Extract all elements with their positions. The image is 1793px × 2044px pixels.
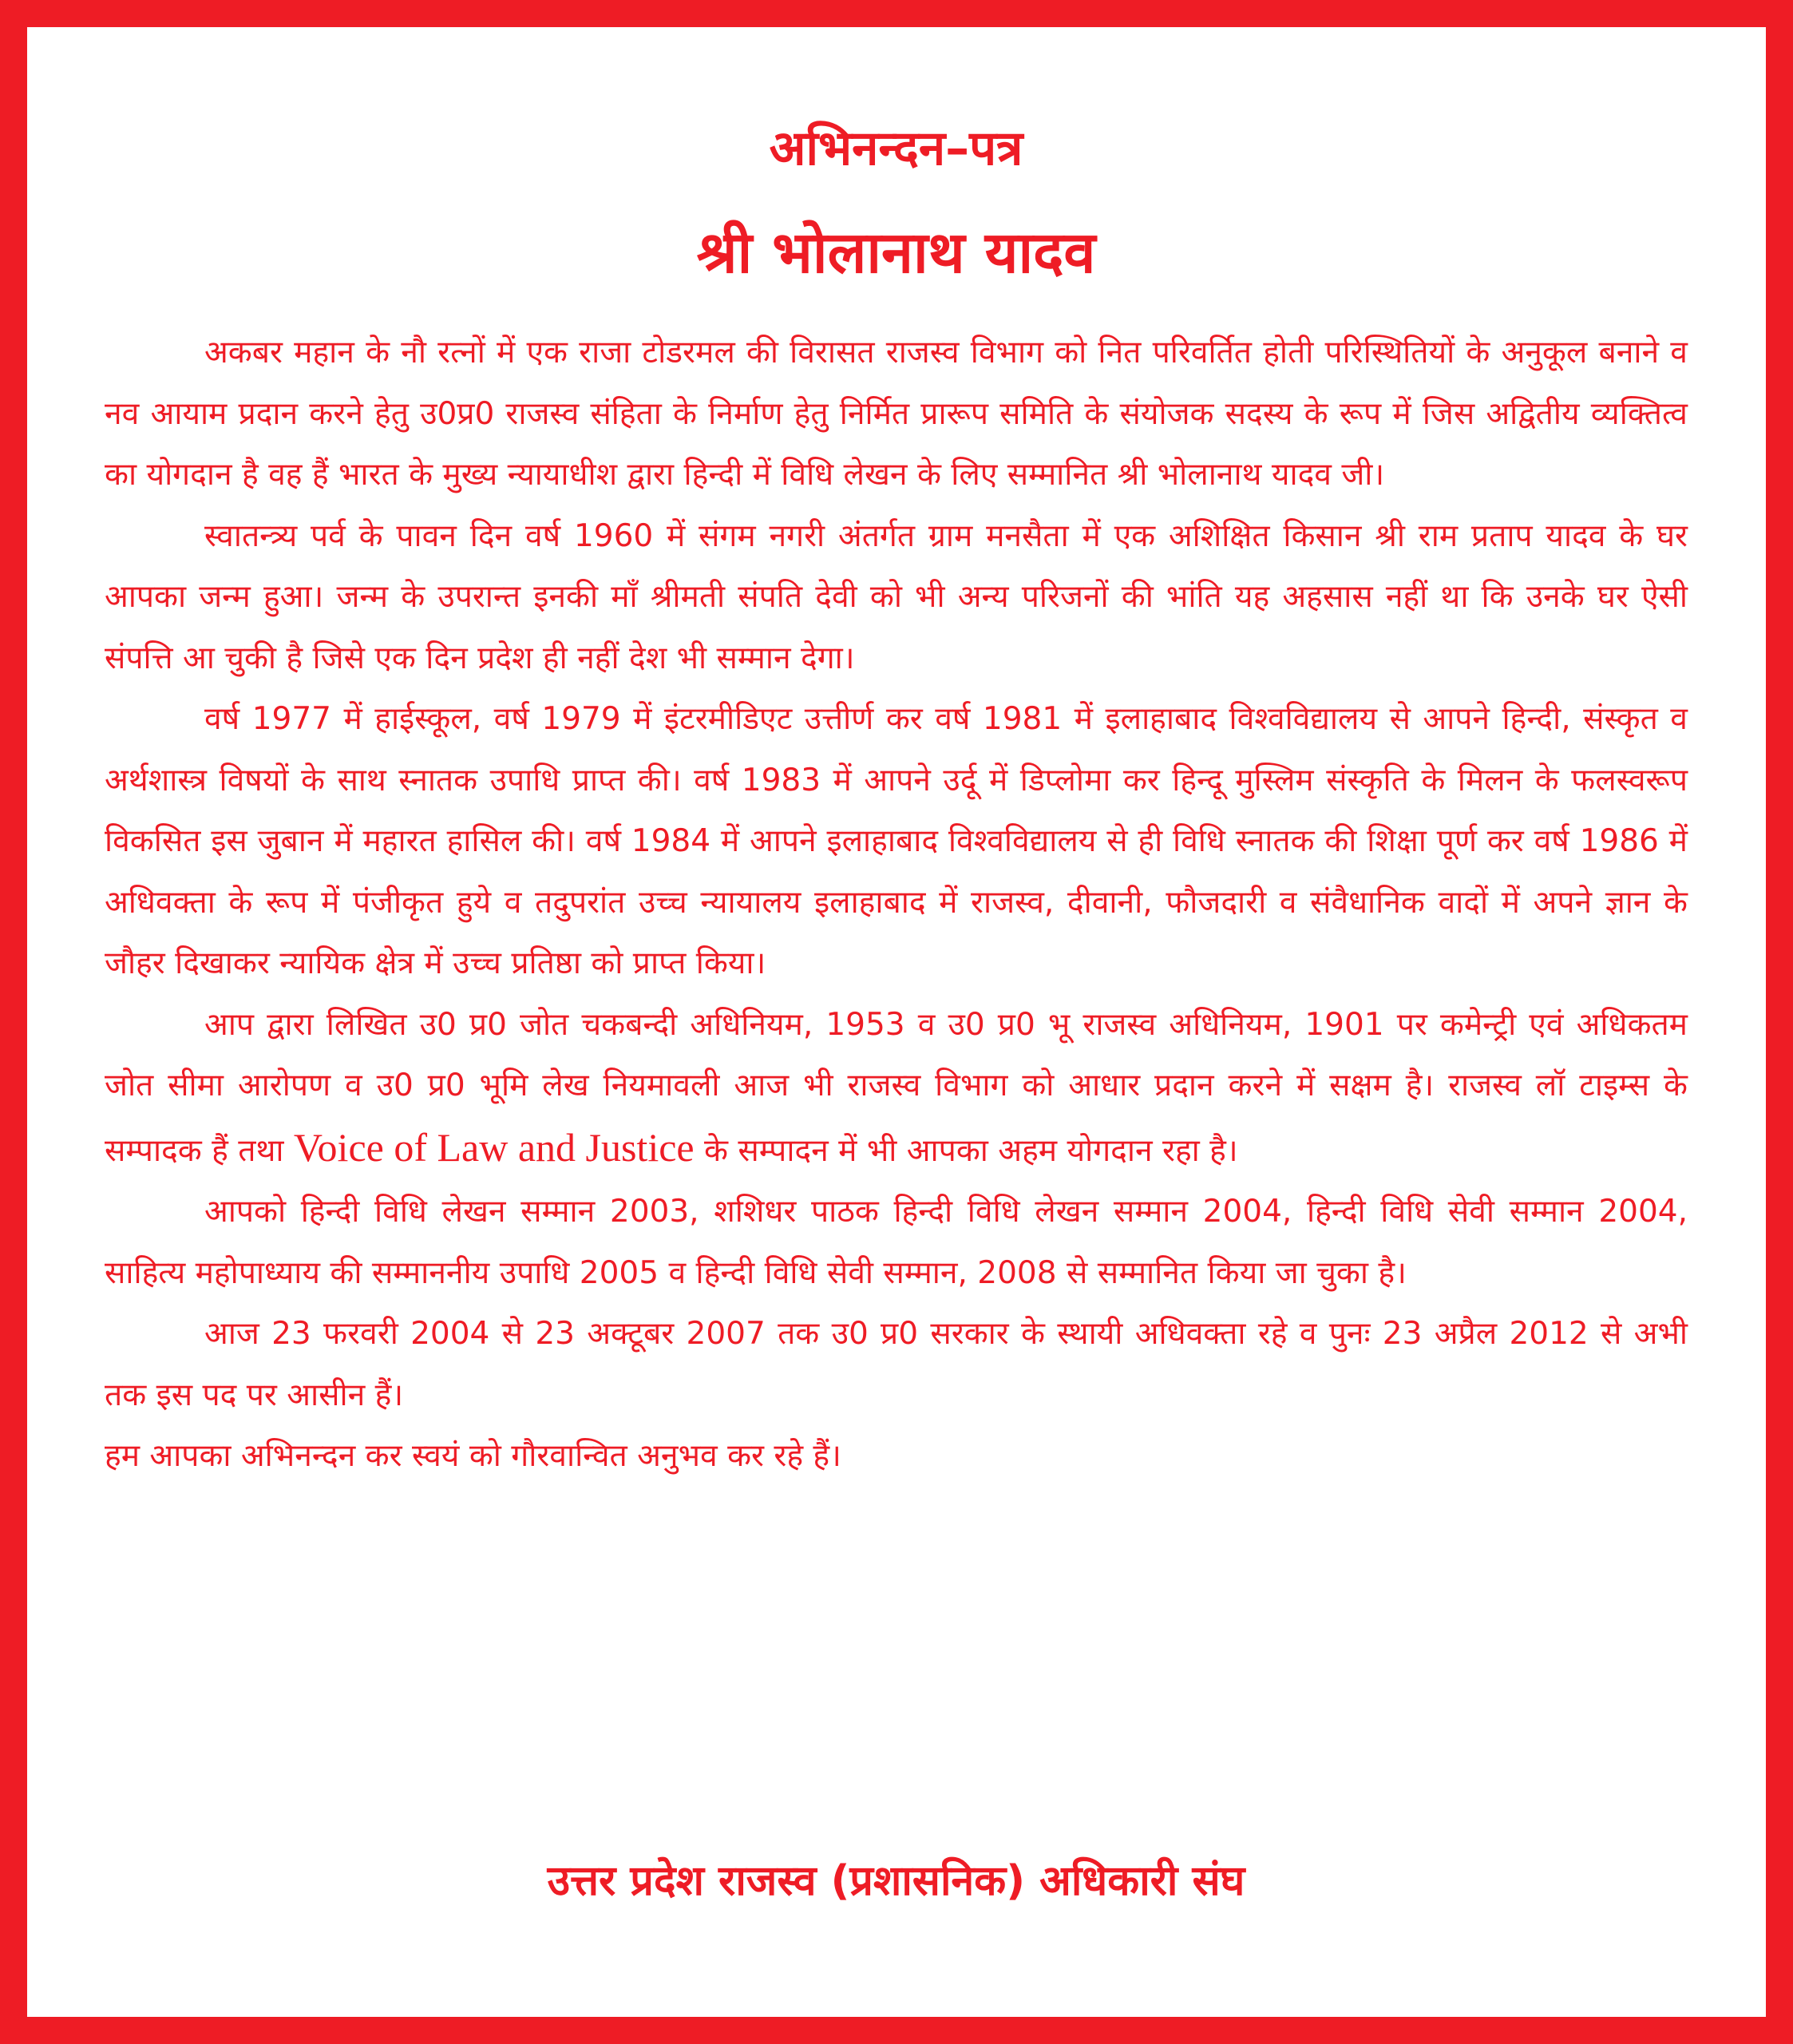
paragraph-legacy-contribution: अकबर महान के नौ रत्नों में एक राजा टोडरमल की विरासत राजस्व विभाग को नित परिवर्तित होती परिस्थितियों के अनुकूल बनाने व नव आयाम प्रदान करने हेतु उ0प्र0 राजस्व संहिता के निर्माण हेतु निर्मित प्रारूप समिति के संयोजक सदस्य के रूप में जिस अद्वितीय व्यक्तित्व का योगदान है वह हैं भारत के मुख्य न्यायाधीश द्वारा हिन्दी में विधि लेखन के लिए सम्मानित श्री भोलानाथ यादव जी। bbox=[105, 335, 1688, 493]
journal-name: Voice of Law and Justice bbox=[293, 1124, 695, 1170]
paragraph-education-career: वर्ष 1977 में हाईस्कूल, वर्ष 1979 में इंटरमीडिएट उत्तीर्ण कर वर्ष 1981 में इलाहाबाद विश्वविद्यालय से आपने हिन्दी, संस्कृत व अर्थशास्त्र विषयों के साथ स्नातक उपाधि प्राप्त की। वर्ष 1983 में आपने उर्दू में डिप्लोमा कर हिन्दू मुस्लिम संस्कृति के मिलन के फलस्वरूप विकसित इस जुबान में महारत हासिल की। वर्ष 1984 में आपने इलाहाबाद विश्वविद्यालय से ही विधि स्नातक की शिक्षा पूर्ण कर वर्ष 1986 में अधिवक्ता के रूप में पंजीकृत हुये व तदुपरांत उच्च न्यायालय इलाहाबाद में राजस्व, दीवानी, फौजदारी व संवैधानिक वादों में अपने ज्ञान के जौहर दिखाकर न्यायिक क्षेत्र में उच्च प्रतिष्ठा को प्राप्त किया। bbox=[105, 701, 1688, 981]
paragraph-current-position: आज 23 फरवरी 2004 से 23 अक्टूबर 2007 तक उ0 प्र0 सरकार के स्थायी अधिवक्ता रहे व पुनः 23 अप्रैल 2012 से अभी तक इस पद पर आसीन हैं। bbox=[105, 1316, 1688, 1413]
paragraph-birth: स्वातन्त्र्य पर्व के पावन दिन वर्ष 1960 में संगम नगरी अंतर्गत ग्राम मनसैता में एक अशिक्षित किसान श्री राम प्रताप यादव के घर आपका जन्म हुआ। जन्म के उपरान्त इनकी माँ श्रीमती संपति देवी को भी अन्य परिजनों की भांति यह अहसास नहीं था कि उनके घर ऐसी संपत्ति आ चुकी है जिसे एक दिन प्रदेश ही नहीं देश भी सम्मान देगा। bbox=[105, 517, 1688, 676]
issuing-organization: उत्तर प्रदेश राजस्व (प्रशासनिक) अधिकारी संघ bbox=[547, 1857, 1245, 1905]
certificate-content bbox=[105, 104, 1688, 1487]
certificate-title: अभिनन्दन–पत्र bbox=[769, 121, 1023, 176]
paragraph-publications bbox=[105, 995, 1688, 1182]
certificate-body bbox=[105, 323, 1688, 1487]
closing-line: हम आपका अभिनन्दन कर स्वयं को गौरवान्वित अनुभव कर रहे हैं। bbox=[105, 1438, 841, 1474]
paragraph-awards: आपको हिन्दी विधि लेखन सम्मान 2003, शशिधर पाठक हिन्दी विधि लेखन सम्मान 2004, हिन्दी विधि सेवी सम्मान 2004, साहित्य महोपाध्याय की सम्माननीय उपाधि 2005 व हिन्दी विधि सेवी सम्मान, 2008 से सम्मानित किया जा चुका है। bbox=[105, 1194, 1688, 1291]
publications-text-end: के सम्पादन में भी आपका अहम योगदान रहा है। bbox=[704, 1132, 1238, 1169]
honoree-name: श्री भोलानाथ यादव bbox=[696, 219, 1096, 286]
publications-text: आप द्वारा लिखित उ0 प्र0 जोत चकबन्दी अधिनियम, 1953 व उ0 प्र0 भू राजस्व अधिनियम, 1901 पर कमेन्ट्री एवं अधिकतम जोत सीमा आरोपण व उ0 प्र0 भूमि लेख नियमावली आज भी राजस्व विभाग को आधार प्रदान करने में सक्षम है। राजस्व लॉ टाइम्स के सम्पादक हैं तथा bbox=[105, 1006, 1688, 1169]
